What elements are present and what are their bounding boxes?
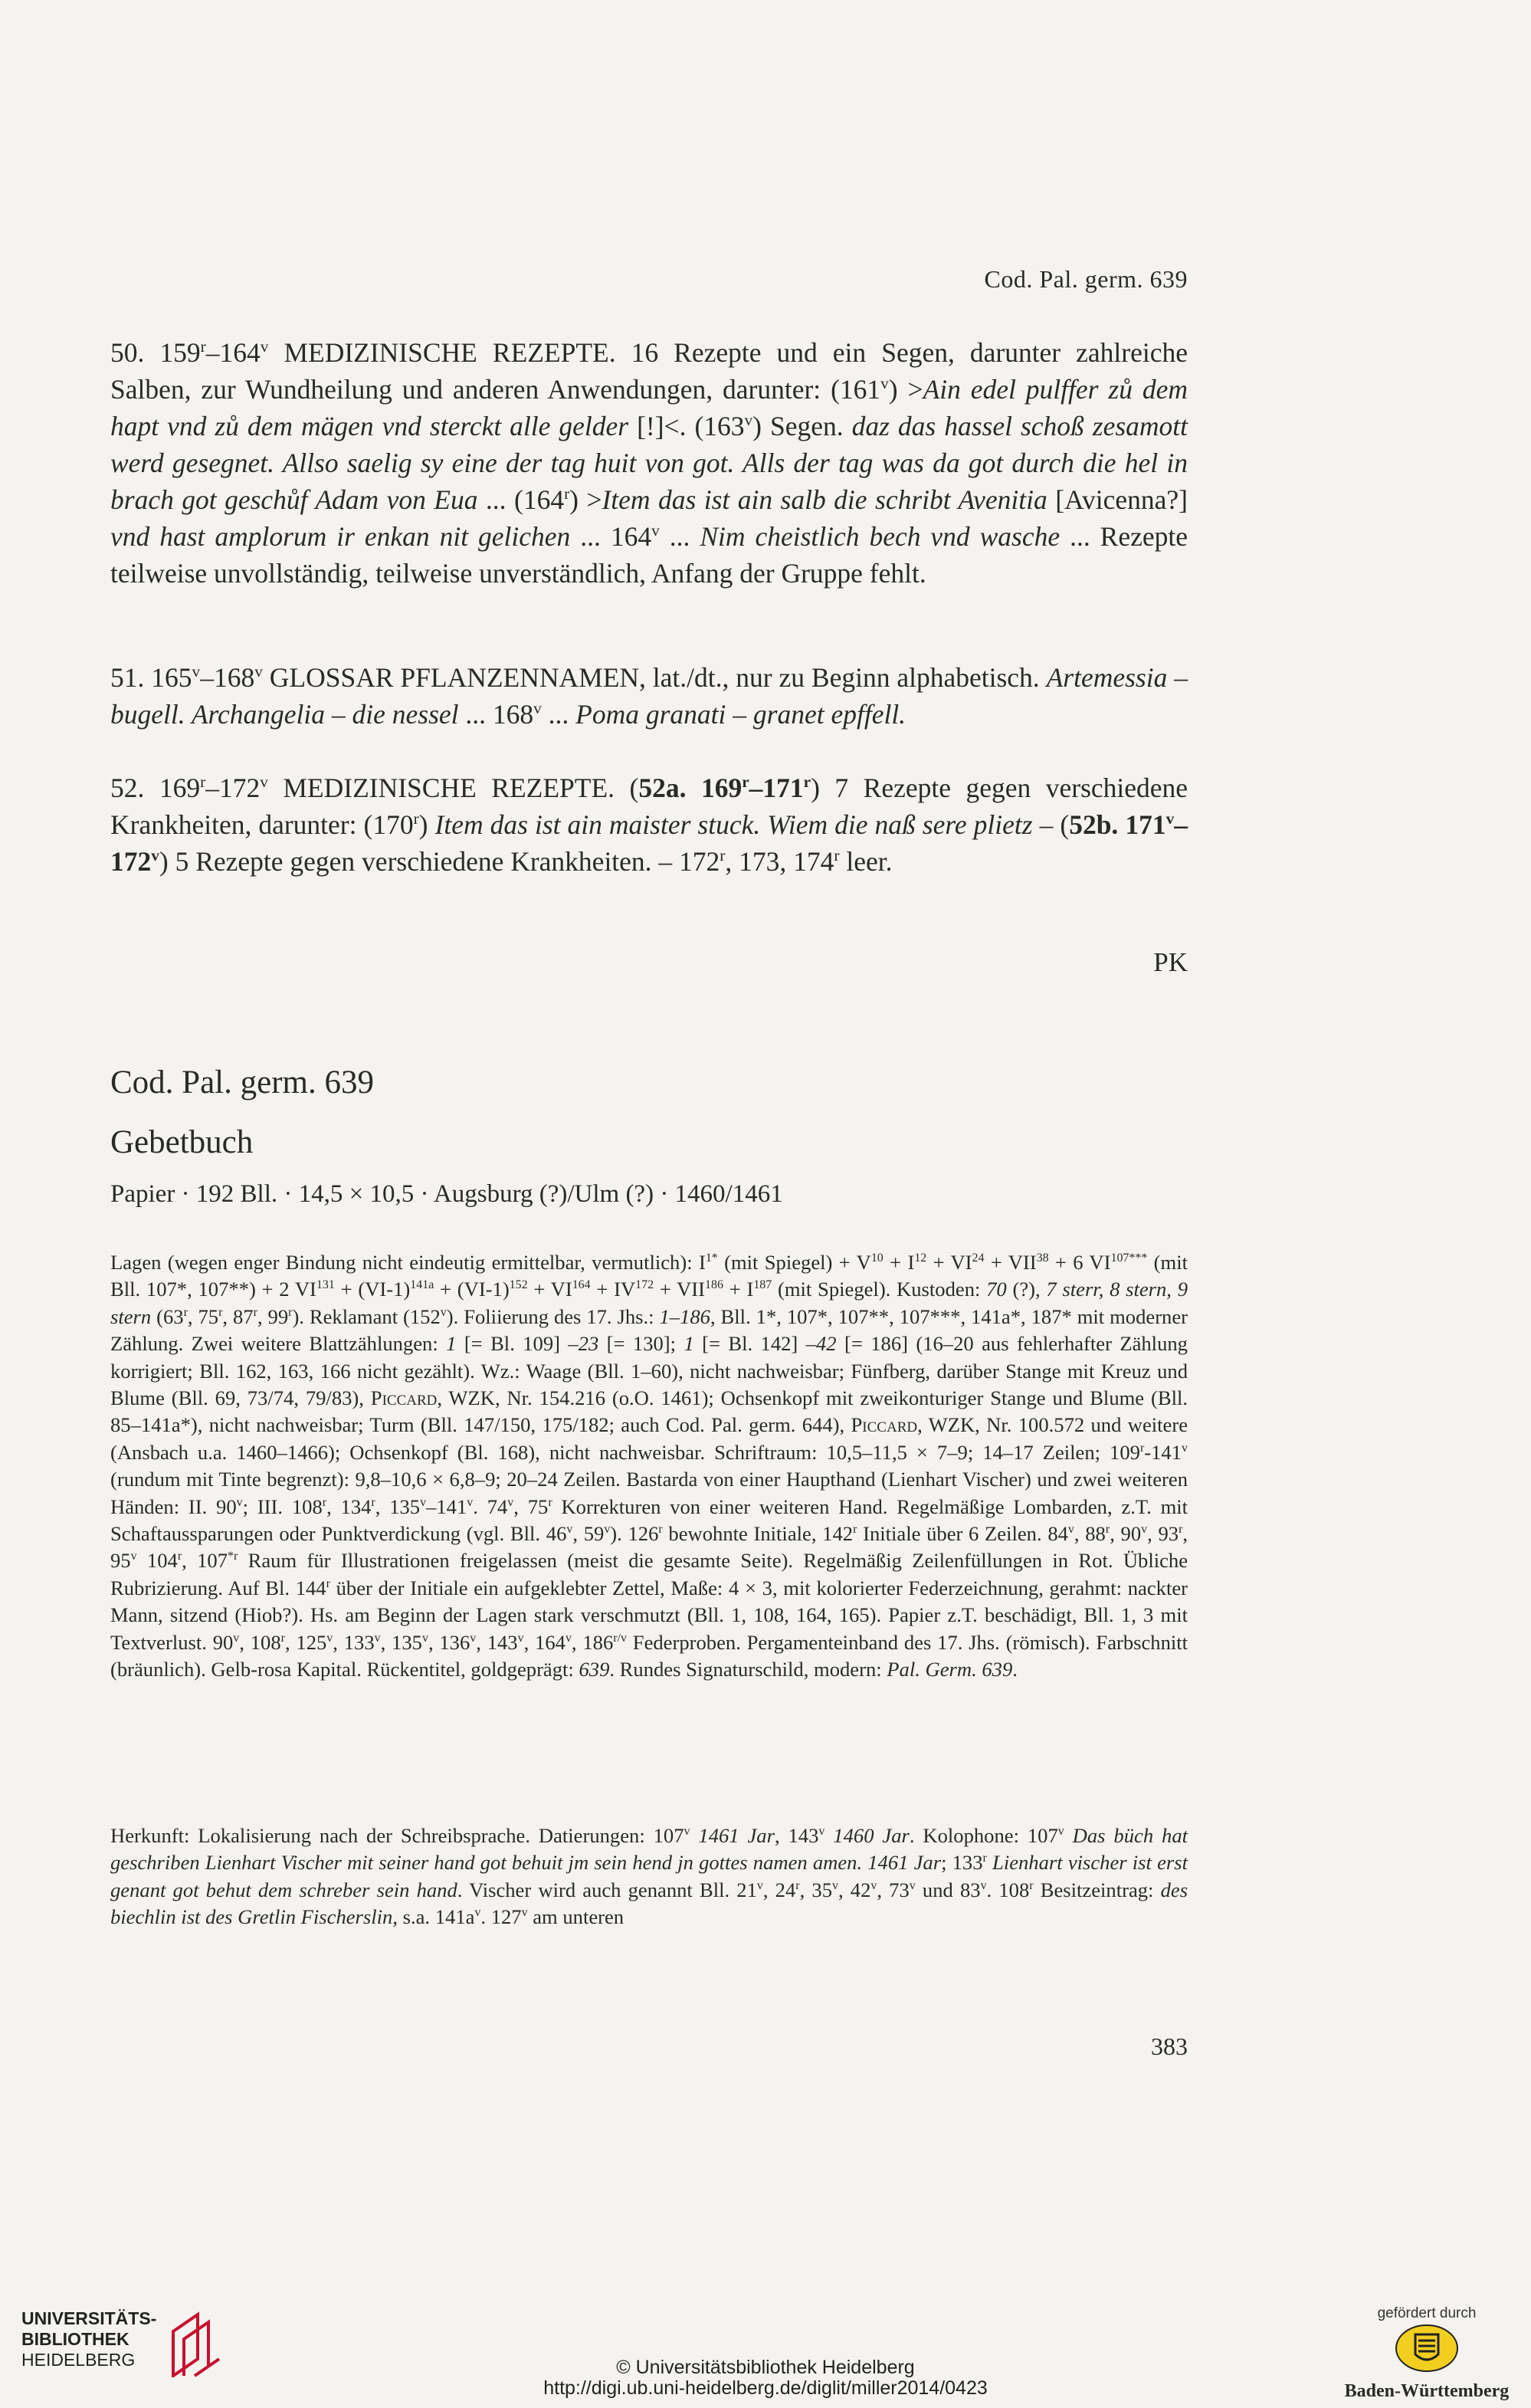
entry-52	[110, 769, 1188, 880]
physical-description: Papier · 192 Bll. · 14,5 × 10,5 · Augsburg (?)/Ulm (?) · 1460/1461	[110, 1180, 783, 1208]
footer	[0, 2292, 1531, 2408]
sponsor-name: Baden-Württemberg	[1344, 2381, 1510, 2401]
copyright-text: © Universitätsbibliothek Heidelberg	[616, 2357, 915, 2378]
shelfmark-heading: Cod. Pal. germ. 639	[110, 1065, 374, 1101]
library-line-2: BIBLIOTHEK	[21, 2329, 129, 2349]
codicology-paragraph: Lagen (wegen enger Bindung nicht eindeutig ermittelbar, vermutlich): $I^{1*}$ (mit Spiegel) + $V^{10} + I^{12} + VI^{24} + VII^{38} + 6$ $VI^{107***}$ (mit Bll. 107*, 107**) + 2 $VI^{131} + (VI-1)^{141a} + (VI-1)^{152} + VI^{164} + IV^{172} + VII^{186} + I^{187}$ (mit Spiegel). Kustoden: 70 (?), 7 sterr, 8 stern, 9 stern (63$^r$, 75$^r$, 87$^r$, 99$^r$). Reklamant (152$^v$). Foliierung des 17. Jhs.: 1–186, Bll. 1*, 107*, 107**, 107***, 141a*, 187* mit moderner Zählung. Zwei weitere Blattzählungen: 1 [= Bl. 109] –23 [= 130]; 1 [= Bl. 142] –42 [= 186] (16–20 aus fehlerhafter Zählung korrigiert; Bll. 162, 163, 166 nicht gezählt). Wz.: Waage (Bll. 1–60), nicht nachweisbar; Fünfberg, darüber Stange mit Kreuz und Blume (Bll. 69, 73/74, 79/83), Piccard, WZK, Nr. 154.216 (o.O. 1461); Ochsenkopf mit zweikonturiger Stange und Blume (Bll. 85–141a*), nicht nachweisbar; Turm (Bll. 147/150, 175/182; auch Cod. Pal. germ. 644), Piccard, WZK, Nr. 100.572 und weitere (Ansbach u.a. 1460–1466); Ochsenkopf (Bl. 168), nicht nachweisbar. Schriftraum: 10,5–11,5 × 7–9; 14–17 Zeilen; 109$^r$-141$^v$ (rundum mit Tinte begrenzt): 9,8–10,6 × 6,8–9; 20–24 Zeilen. Bastarda von einer Haupthand (Lienhart Vischer) und zwei weiteren Händen: II. 90$^v$; III. 108$^r$, 134$^r$, 135$^v$–141$^v$. 74$^v$, 75$^r$ Korrekturen von einer weiteren Hand. Regelmäßige Lombarden, z.T. mit Schaftaussparungen oder Punktverdickung (vgl. Bll. 46$^v$, 59$^v$). 126$^r$ bewohnte Initiale, 142$^r$ Initiale über 6 Zeilen. 84$^v$, 88$^r$, 90$^v$, 93$^r$, 95$^v$ 104$^r$, 107$^{*r}$ Raum für Illustrationen freigelassen (meist die gesamte Seite). Regelmäßig Zeilenfüllungen in Rot. Übliche Rubrizierung. Auf Bl. 144$^r$ über der Initiale ein aufgeklebter Zettel, Maße: 4 × 3, mit kolorierter Federzeichnung, gerahmt: nackter Mann, sitzend (Hiob?). Hs. am Beginn der Lagen stark verschmutzt (Bll. 1, 108, 164, 165). Papier z.T. beschädigt, Bll. 1, 3 mit Textverlust. 90$^v$, 108$^r$, 125$^v$, 133$^v$, 135$^v$, 136$^v$, 143$^v$, 164$^v$, $186^{r/v}$ Federproben. Pergamenteinband des 17. Jhs. (römisch). Farbschnitt (bräunlich). Gelb-rosa Kapital. Rückentitel, goldgeprägt: 639. Rundes Signaturschild, modern: Pal. Germ. 639.	[110, 1251, 1188, 1681]
state-coat-of-arms-icon	[1392, 2322, 1461, 2374]
provenance-paragraph: Herkunft: Lokalisierung nach der Schreibsprache. Datierungen: 107$^v$ 1461 Jar, 143$^v$ 1460 Jar. Kolophone: 107$^v$ Das büch hat geschriben Lienhart Vischer mit seiner hand got behuit jm sein hend jn gottes namen amen. 1461 Jar; 133$^r$ Lienhart vischer ist erst genant got behut dem schreber sein hand. Vischer wird auch genannt Bll. 21$^v$, 24$^r$, 35$^v$, 42$^v$, 73$^v$ und 83$^v$. 108$^r$ Besitzeintrag: des biechlin ist des Gretlin Fischerslin, s.a. $141a^v$. 127$^v$ am unteren	[110, 1824, 1188, 1929]
running-head: Cod. Pal. germ. 639	[984, 265, 1188, 293]
entry-51-text: 51. 165$^v$–168$^v$ GLOSSAR PFLANZENNAMEN, lat./dt., nur zu Beginn alphabetisch. Artemessia – bugell. Archangelia – die nessel ... 168$^v$ ... Poma granati – granet epffell.	[110, 662, 1188, 730]
copyright-block	[0, 2357, 1531, 2399]
permalink[interactable]: http://digi.ub.uni-heidelberg.de/diglit/miller2014/0423	[543, 2377, 988, 2399]
manuscript-title: Gebetbuch	[110, 1124, 254, 1160]
sponsor-label: gefördert durch	[1377, 2305, 1477, 2321]
page-number: 383	[1151, 2032, 1188, 2060]
entry-52-text: 52. 169$^r$–172$^v$ MEDIZINISCHE REZEPTE. (52a. 169$^r$–171$^r$) 7 Rezepte gegen verschiedene Krankheiten, darunter: (170$^r$) Item das ist ain maister stuck. Wiem die naß sere plietz – (52b. 171$^v$–172$^v$) 5 Rezepte gegen verschiedene Krankheiten. – 172$^r$, 173, 174$^r$ leer.	[110, 773, 1188, 877]
entry-50	[110, 334, 1188, 592]
entry-50-text: 50. 159$^r$–164$^v$ MEDIZINISCHE REZEPTE. 16 Rezepte und ein Segen, darunter zahlreiche Salben, zur Wundheilung und anderen Anwendungen, darunter: $(161^v) >Ain$ edel pulffer zů dem hapt vnd zů dem mägen vnd sterckt alle gelder [!]<. (163$^v$) Segen. daz das hassel schoß zesamott werd gesegnet. Allso saelig sy eine der tag huit von got. Alls der tag was da got durch die hel in brach got geschůf Adam von Eua ... $(164^r)$ >Item das ist ain salb die schribt Avenitia [Avicenna?] vnd hast amplorum ir enkan nit gelichen ... 164$^v$ ... Nim cheistlich bech vnd wasche ... Rezepte teilweise unvollständig, teilweise unverständlich, Anfang der Gruppe fehlt.	[110, 337, 1188, 589]
library-line-3: HEIDELBERG	[21, 2350, 136, 2370]
sponsor-block	[1342, 2305, 1511, 2402]
author-signature: PK	[1153, 947, 1188, 977]
entry-51	[110, 659, 1188, 733]
library-line-1: UNIVERSITÄTS-	[21, 2308, 157, 2328]
